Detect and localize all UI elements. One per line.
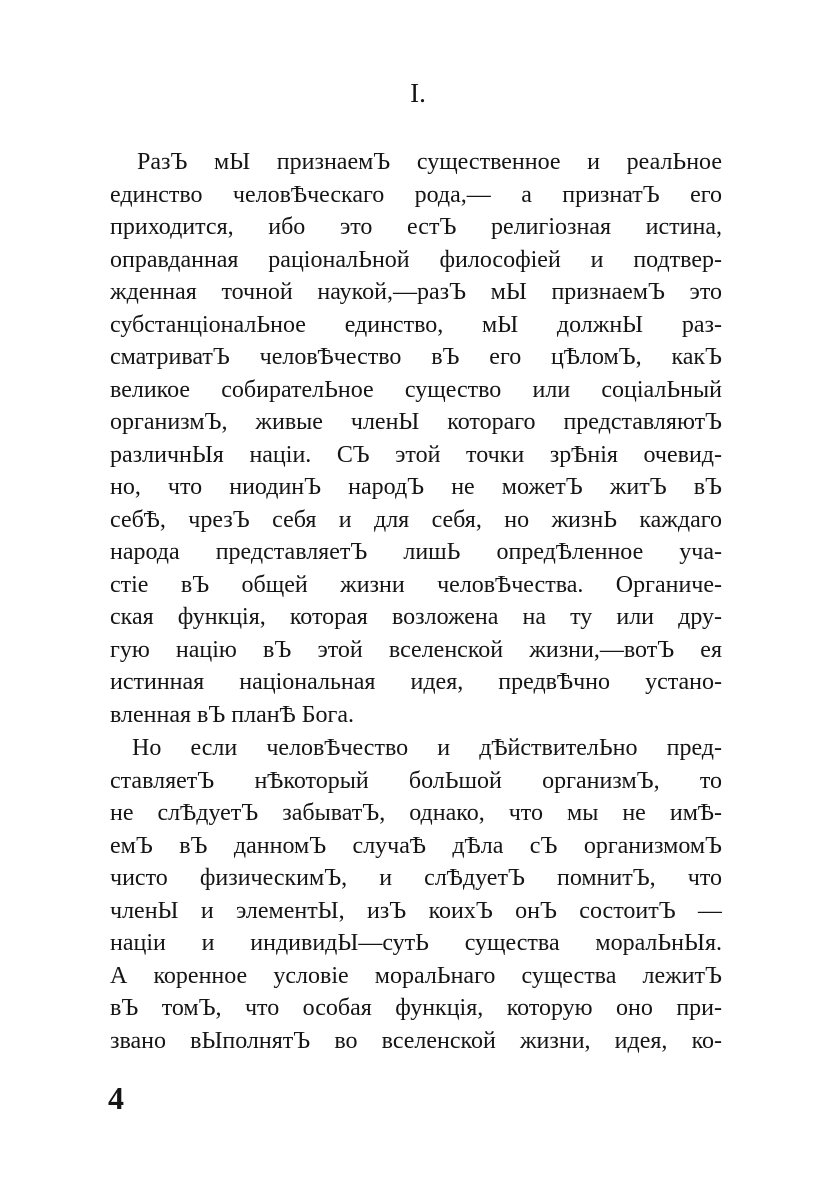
body-text	[110, 146, 722, 1057]
text-line: себѢ, чрезЪ себя и для себя, но жизнЬ каждаго	[110, 506, 722, 533]
text-line: истинная національная идея, предвѢчно устано-	[110, 669, 722, 695]
text-line: А коренное условіе моралЬнаго существа лежитЪ	[110, 962, 722, 989]
text-line: чисто физическимЪ, и слѢдуетЪ помнитЪ, что	[110, 865, 722, 891]
text-line: Но если человѢчество и дѢйствителЬно пред-	[132, 735, 722, 761]
text-line: организмЪ, живые членЫ котораго представляютЪ	[110, 409, 722, 435]
text-line: жденная точной наукой,—разЪ мЫ признаемЪ это	[110, 279, 722, 305]
text-line: націи и индивидЫ—сутЬ существа моралЬнЫя.	[110, 930, 722, 956]
text-line: приходится, ибо это естЪ религіозная истина,	[110, 214, 722, 240]
text-line: народа представляетЪ лишЬ опредѢленное уча-	[110, 539, 722, 565]
text-line: вЪ томЪ, что особая функція, которую оно при-	[110, 995, 722, 1021]
text-line: но, что ниодинЪ народЪ не можетЪ житЪ вЪ	[110, 474, 722, 500]
text-line: звано вЫполнятЪ во вселенской жизни, идея, ко-	[110, 1027, 722, 1054]
text-line: оправданная раціоналЬной философіей и подтвер-	[110, 246, 722, 273]
text-line: ставляетЪ нѢкоторый болЬшой организмЪ, то	[110, 767, 722, 794]
paragraph-2	[110, 732, 722, 1057]
text-line: вленная вЪ планѢ Бога.	[110, 701, 354, 728]
text-line: единство человѢческаго рода,— а признатЪ его	[110, 181, 722, 208]
text-line: РазЪ мЫ признаемЪ существенное и реалЬное	[137, 149, 722, 175]
text-line: сматриватЪ человѢчество вЪ его цѢломЪ, какЪ	[110, 344, 722, 370]
page-number: 4	[108, 1080, 124, 1116]
text-line: различнЫя націи. СЪ этой точки зрѢнія очевид-	[110, 441, 722, 468]
text-line: гую націю вЪ этой вселенской жизни,—вотЪ ея	[110, 636, 722, 663]
text-line: стіе вЪ общей жизни человѢчества. Органиче-	[110, 571, 722, 598]
text-line: субстанціоналЬное единство, мЫ должнЫ раз-	[110, 311, 722, 338]
text-line: ская функція, которая возложена на ту или дру-	[110, 604, 722, 630]
text-line: великое собирателЬное существо или соціалЬный	[110, 376, 722, 403]
text-line: не слѢдуетЪ забыватЪ, однако, что мы не имѢ-	[110, 800, 722, 826]
chapter-heading: I.	[410, 78, 426, 108]
text-line: емЪ вЪ данномЪ случаѢ дѢла сЪ организмомЪ	[110, 832, 722, 859]
paragraph-1	[110, 146, 722, 731]
text-line: членЫ и элементЫ, изЪ коихЪ онЪ состоитЪ —	[110, 897, 722, 924]
